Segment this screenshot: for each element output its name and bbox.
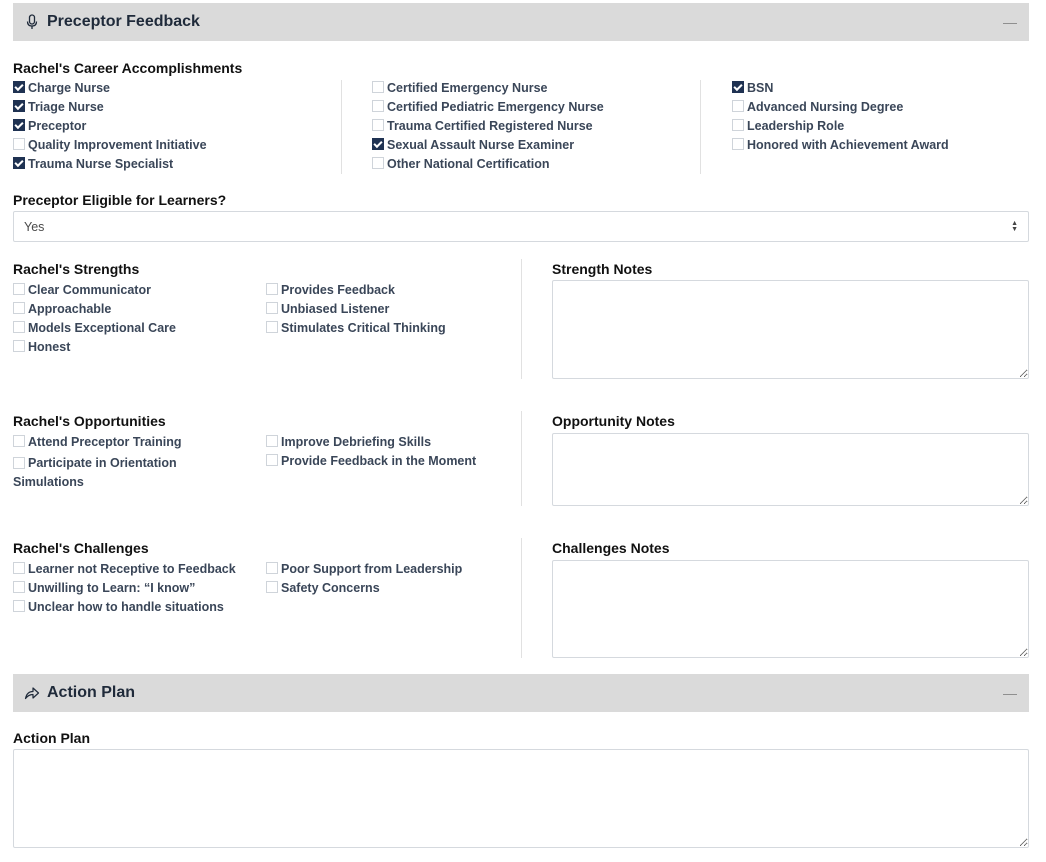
checkbox-label: Trauma Certified Registered Nurse [387, 119, 593, 133]
checkbox[interactable] [13, 581, 25, 593]
challenges-title: Rachel's Challenges [13, 540, 149, 556]
opportunity-notes-textarea[interactable] [552, 433, 1029, 506]
checkbox[interactable] [372, 119, 384, 131]
checkbox-label: Clear Communicator [28, 283, 151, 297]
checkbox-row[interactable] [732, 138, 1032, 157]
action-plan-textarea[interactable] [13, 749, 1029, 848]
checkbox-row[interactable] [372, 157, 692, 176]
checkbox-row[interactable] [13, 562, 263, 581]
checkbox-row[interactable] [372, 119, 692, 138]
checkbox[interactable] [13, 457, 25, 469]
panel-title: Preceptor Feedback [47, 13, 200, 30]
microphone-icon [23, 13, 41, 31]
checkbox-label: Improve Debriefing Skills [281, 435, 432, 449]
checkbox-row[interactable] [13, 321, 263, 340]
checkbox-row[interactable] [13, 119, 333, 138]
checkbox-row[interactable] [266, 302, 516, 321]
checkbox-label: Stimulates Critical Thinking [281, 321, 446, 335]
action-plan-header[interactable] [13, 674, 1029, 712]
checkbox-label: Sexual Assault Nurse Examiner [387, 138, 575, 152]
checkbox-row[interactable] [266, 435, 516, 454]
opportunity-notes-label: Opportunity Notes [552, 413, 675, 429]
checkbox-label: Learner not Receptive to Feedback [28, 562, 236, 576]
column-divider [341, 80, 342, 174]
checkbox-row[interactable] [266, 581, 516, 600]
strength-notes-label: Strength Notes [552, 261, 653, 277]
checkbox[interactable] [13, 283, 25, 295]
checkbox[interactable] [266, 435, 278, 447]
checkbox-row[interactable] [13, 100, 333, 119]
checkbox-row[interactable] [372, 81, 692, 100]
checkbox-label: Approachable [28, 302, 112, 316]
checkbox-label: BSN [747, 81, 774, 95]
checkbox-label: Honored with Achievement Award [747, 138, 949, 152]
strengths-column-2 [266, 283, 516, 340]
checkbox-row[interactable] [13, 138, 333, 157]
checkbox-label: Advanced Nursing Degree [747, 100, 904, 114]
checkbox-label: Quality Improvement Initiative [28, 138, 207, 152]
checkbox[interactable] [372, 157, 384, 169]
checkbox-label: Other National Certification [387, 157, 550, 171]
checkbox-label: Provides Feedback [281, 283, 395, 297]
checkbox-row[interactable] [13, 157, 333, 176]
strengths-column-1 [13, 283, 263, 359]
checkbox-label: Unwilling to Learn: “I know” [28, 581, 196, 595]
accomplishments-column-2 [372, 81, 692, 176]
checkbox-label: Unclear how to handle situations [28, 600, 224, 614]
checkbox-row[interactable] [266, 454, 516, 473]
checkbox-row[interactable] [13, 435, 218, 454]
eligible-title: Preceptor Eligible for Learners? [13, 192, 227, 208]
checkbox-checked[interactable] [13, 157, 25, 169]
checkbox[interactable] [13, 321, 25, 333]
opportunities-column-1 [13, 435, 218, 492]
challenges-notes-label: Challenges Notes [552, 540, 670, 556]
checkbox[interactable] [13, 302, 25, 314]
checkbox[interactable] [266, 562, 278, 574]
checkbox-row[interactable] [13, 81, 333, 100]
checkbox-row[interactable] [372, 100, 692, 119]
checkbox[interactable] [372, 100, 384, 112]
strengths-title: Rachel's Strengths [13, 261, 140, 277]
action-plan-label: Action Plan [13, 730, 91, 746]
checkbox-label: Unbiased Listener [281, 302, 390, 316]
eligible-select[interactable] [13, 211, 1029, 242]
panel-title: Action Plan [47, 684, 136, 701]
checkbox-row[interactable] [13, 454, 218, 492]
checkbox-row[interactable] [266, 321, 516, 340]
collapse-button[interactable]: — [1003, 14, 1017, 30]
checkbox-label: Certified Emergency Nurse [387, 81, 548, 95]
checkbox[interactable] [266, 581, 278, 593]
checkbox-row[interactable] [13, 302, 263, 321]
checkbox-label: Attend Preceptor Training [28, 435, 182, 449]
share-arrow-icon [23, 684, 41, 702]
checkbox[interactable] [266, 283, 278, 295]
checkbox-row[interactable] [732, 81, 1032, 100]
challenges-notes-textarea[interactable] [552, 560, 1029, 658]
checkbox-checked[interactable] [372, 138, 384, 150]
checkbox-checked[interactable] [13, 119, 25, 131]
checkbox[interactable] [266, 454, 278, 466]
checkbox-row[interactable] [266, 283, 516, 302]
checkbox-row[interactable] [372, 138, 692, 157]
accomplishments-title: Rachel's Career Accomplishments [13, 60, 243, 76]
section-divider [521, 538, 522, 658]
checkbox[interactable] [13, 562, 25, 574]
column-divider [700, 80, 701, 174]
collapse-button[interactable]: — [1003, 685, 1017, 701]
select-arrows-icon: ▲ ▼ [1011, 219, 1018, 233]
section-divider [521, 411, 522, 506]
checkbox-row[interactable] [13, 600, 263, 619]
checkbox-label: Trauma Nurse Specialist [28, 157, 174, 171]
challenges-column-1 [13, 562, 263, 619]
eligible-select-value: Yes [24, 219, 45, 234]
checkbox[interactable] [732, 100, 744, 112]
checkbox[interactable] [732, 119, 744, 131]
checkbox-row[interactable] [13, 340, 263, 359]
opportunities-column-2 [266, 435, 516, 473]
checkbox-label: Models Exceptional Care [28, 321, 176, 335]
checkbox-row[interactable] [732, 119, 1032, 138]
checkbox[interactable] [266, 302, 278, 314]
checkbox-label: Honest [28, 340, 71, 354]
accomplishments-column-3 [732, 81, 1032, 157]
section-divider [521, 259, 522, 379]
checkbox-label: Preceptor [28, 119, 87, 133]
checkbox-checked[interactable] [13, 100, 25, 112]
checkbox-label: Certified Pediatric Emergency Nurse [387, 100, 604, 114]
checkbox-label: Provide Feedback in the Moment [281, 454, 477, 468]
checkbox-label: Charge Nurse [28, 81, 110, 95]
strength-notes-textarea[interactable] [552, 280, 1029, 379]
checkbox-label: Participate in Orientation Simulations [13, 456, 177, 489]
checkbox[interactable] [266, 321, 278, 333]
checkbox-row[interactable] [266, 562, 516, 581]
opportunities-title: Rachel's Opportunities [13, 413, 166, 429]
checkbox-checked[interactable] [732, 81, 744, 93]
checkbox[interactable] [13, 600, 25, 612]
checkbox-label: Leadership Role [747, 119, 845, 133]
preceptor-feedback-header[interactable] [13, 3, 1029, 41]
checkbox[interactable] [13, 138, 25, 150]
checkbox-label: Safety Concerns [281, 581, 380, 595]
checkbox-row[interactable] [732, 100, 1032, 119]
checkbox-row[interactable] [13, 283, 263, 302]
checkbox[interactable] [732, 138, 744, 150]
checkbox[interactable] [372, 81, 384, 93]
accomplishments-column-1 [13, 81, 333, 176]
checkbox-label: Triage Nurse [28, 100, 104, 114]
checkbox[interactable] [13, 340, 25, 352]
checkbox[interactable] [13, 435, 25, 447]
checkbox-row[interactable] [13, 581, 263, 600]
checkbox-label: Poor Support from Leadership [281, 562, 463, 576]
checkbox-checked[interactable] [13, 81, 25, 93]
challenges-column-2 [266, 562, 516, 600]
